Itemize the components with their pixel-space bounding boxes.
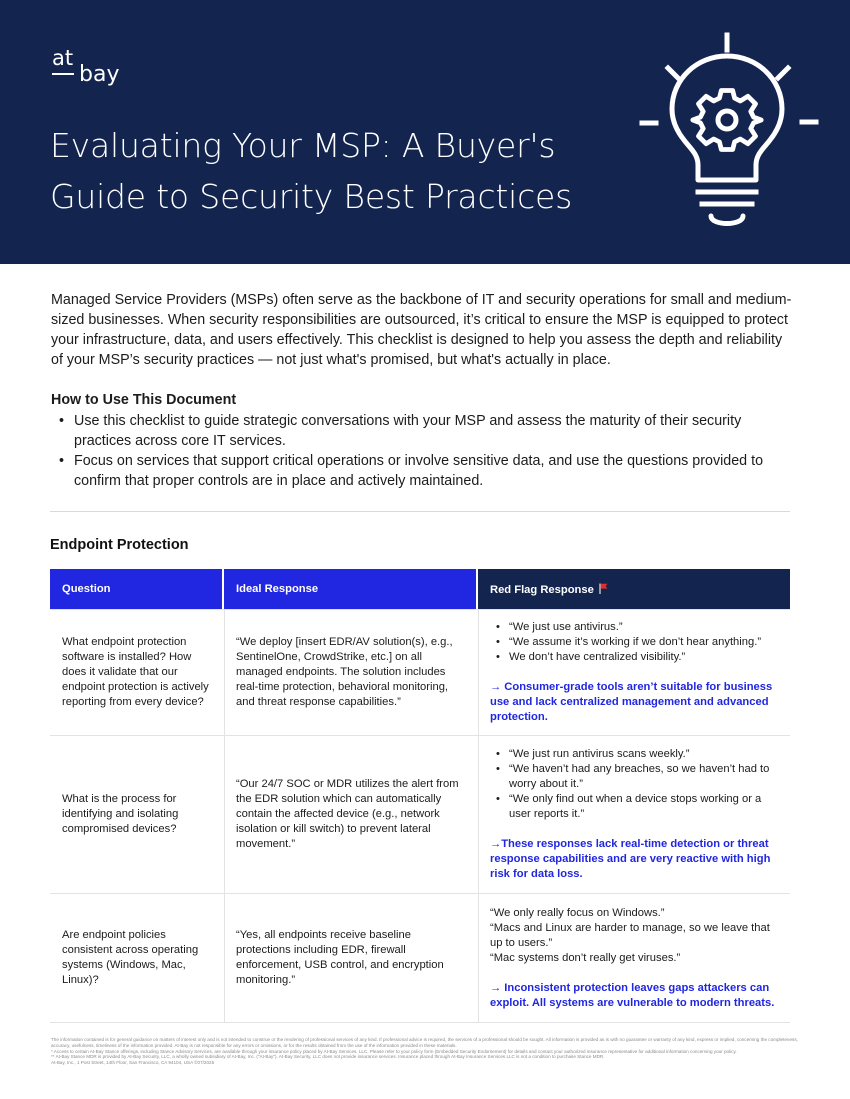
question-text: Are endpoint policies consistent across operating systems (Windows, Mac, Linux)?: [62, 929, 199, 986]
footer-line: The information contained is for general guidance on matters of interest only and is not intended to construe or the rendering of professional services of any kind. If professional advice is required, the services of a professional should be sought. All information is provided as is with no guarantee or warranty of any kind, express or implied, concerning the completeness, accuracy, usefulness, timeliness of the information provided. At-Bay is not responsible for any errors or omissions, or for the results obtained from the use of the information provided in these materials.: [51, 1037, 798, 1048]
ideal-response-cell: [224, 894, 476, 1022]
ideal-response-text: “Our 24/7 SOC or MDR utilizes the alert from the EDR solution which can automatically contain the affected device (e.g., network isolation or kill switch) to prevent lateral movement.”: [236, 778, 459, 850]
red-flag-warning: →These responses lack real-time detection or threat response capabilities and are very reactive with high risk for data loss.: [490, 838, 771, 880]
page-title-line-2: Guide to Security Best Practices: [50, 177, 573, 216]
ideal-response-text: “Yes, all endpoints receive baseline protections including EDR, firewall enforcement, USB control, and encryption monitoring.”: [236, 929, 444, 986]
ideal-response-cell: [224, 736, 476, 893]
header-ideal-response: Ideal Response: [224, 569, 476, 609]
red-flag-item: • “We just run antivirus scans weekly.”: [490, 747, 782, 762]
footer-line: ** At-Bay Stance MDR is provided by At-Bay Security, LLC, a wholly owned subsidiary of At-Bay, Inc. ("At-Bay"). At-Bay Security, LLC does not provide insurance services. Insurance placed through At-Bay Insurance Services LLC is not a condition to purchase Stance MDR.: [51, 1054, 605, 1060]
header-red-flag-label: Red Flag Response: [490, 584, 594, 596]
logo-rule: [52, 73, 74, 75]
red-flag-list: [490, 747, 782, 822]
red-flag-list: [490, 620, 761, 665]
red-flag-line: “Mac systems don’t really get viruses.”: [490, 951, 681, 964]
red-flag-item: • We don’t have centralized visibility.”: [490, 650, 761, 665]
footer-line: * Access to certain At-Bay Stance offerings, including Stance Advisory Services, are available through your insurance policy placed by At-Bay Services, LLC. Please refer to your policy form (Embedded Security Endorsement) for details and contact your authorized insurance representative for additional information concerning your policy.: [51, 1048, 737, 1054]
footer-line: At-Bay, Inc., 1 Post Street, 14th Floor, San Francisco, CA 94104, USA ©07/2025: [51, 1060, 215, 1066]
how-to-item: • Focus on services that support critical operations or involve sensitive data, and use the questions provided to confirm that proper controls are in place and actively maintained.: [58, 451, 798, 491]
red-flag-cell: [478, 610, 790, 735]
how-to-item: • Use this checklist to guide strategic conversations with your MSP and assess the maturity of their security practices across core IT services.: [58, 411, 798, 451]
red-flag-icon: [599, 583, 608, 594]
ideal-response-text: “We deploy [insert EDR/AV solution(s), e.g., SentinelOne, CrowdStrike, etc.] on all managed endpoints. The solution includes real-time protection, behavioral monitoring, and threat response capabilities.”: [236, 636, 453, 708]
header-red-flag-response: [478, 569, 790, 609]
question-cell: [50, 894, 222, 1022]
section-divider: [50, 511, 790, 512]
red-flag-line: “We only really focus on Windows.”: [490, 906, 665, 919]
logo-at: at: [52, 46, 74, 70]
page-title-line-1: Evaluating Your MSP: A Buyer's: [50, 126, 556, 165]
question-cell: [50, 610, 222, 735]
red-flag-cell: [478, 894, 790, 1022]
lightbulb-gear-icon: [636, 30, 826, 240]
section-heading: Endpoint Protection: [50, 537, 189, 553]
how-to-list: [58, 411, 798, 491]
logo-bay: bay: [79, 62, 120, 87]
header-banner: [0, 0, 850, 264]
table-row: [50, 609, 790, 735]
red-flag-item: • “We assume it’s working if we don’t hear anything.”: [490, 635, 761, 650]
question-text: What is the process for identifying and isolating compromised devices?: [62, 793, 179, 835]
header-question: Question: [50, 569, 222, 609]
question-cell: [50, 736, 222, 893]
intro-paragraph: Managed Service Providers (MSPs) often serve as the backbone of IT and security operations for small and medium-sized businesses. When security responsibilities are outsourced, it’s critical to ensure the MSP is equipped to protect your infrastructure, data, and users effectively. This checklist is designed to help you assess the depth and reliability of your MSP’s security practices — not just what's promised, but what's actually in place.: [51, 292, 792, 368]
question-text: What endpoint protection software is installed? How does it validate that our endpoint protection is actively reporting from every device?: [62, 636, 209, 708]
how-to-heading: How to Use This Document: [51, 392, 237, 408]
page-title: [50, 120, 630, 222]
ideal-response-cell: [224, 610, 476, 735]
red-flag-item: • “We haven’t had any breaches, so we haven’t had to worry about it.”: [490, 762, 782, 792]
red-flag-line: “Macs and Linux are harder to manage, so we leave that up to users.”: [490, 921, 770, 949]
footer-disclaimer: [51, 1037, 799, 1066]
red-flag-cell: [478, 736, 790, 893]
table-header: [50, 569, 790, 609]
red-flag-item: • “We just use antivirus.”: [490, 620, 761, 635]
table-row: [50, 893, 790, 1023]
red-flag-warning: → Inconsistent protection leaves gaps attackers can exploit. All systems are vulnerable to modern threats.: [490, 981, 775, 1009]
red-flag-item: • “We only find out when a device stops working or a user reports it.”: [490, 792, 782, 822]
table-row: [50, 735, 790, 893]
red-flag-warning: → Consumer-grade tools aren’t suitable for business use and lack centralized management and advanced protection.: [490, 681, 773, 723]
